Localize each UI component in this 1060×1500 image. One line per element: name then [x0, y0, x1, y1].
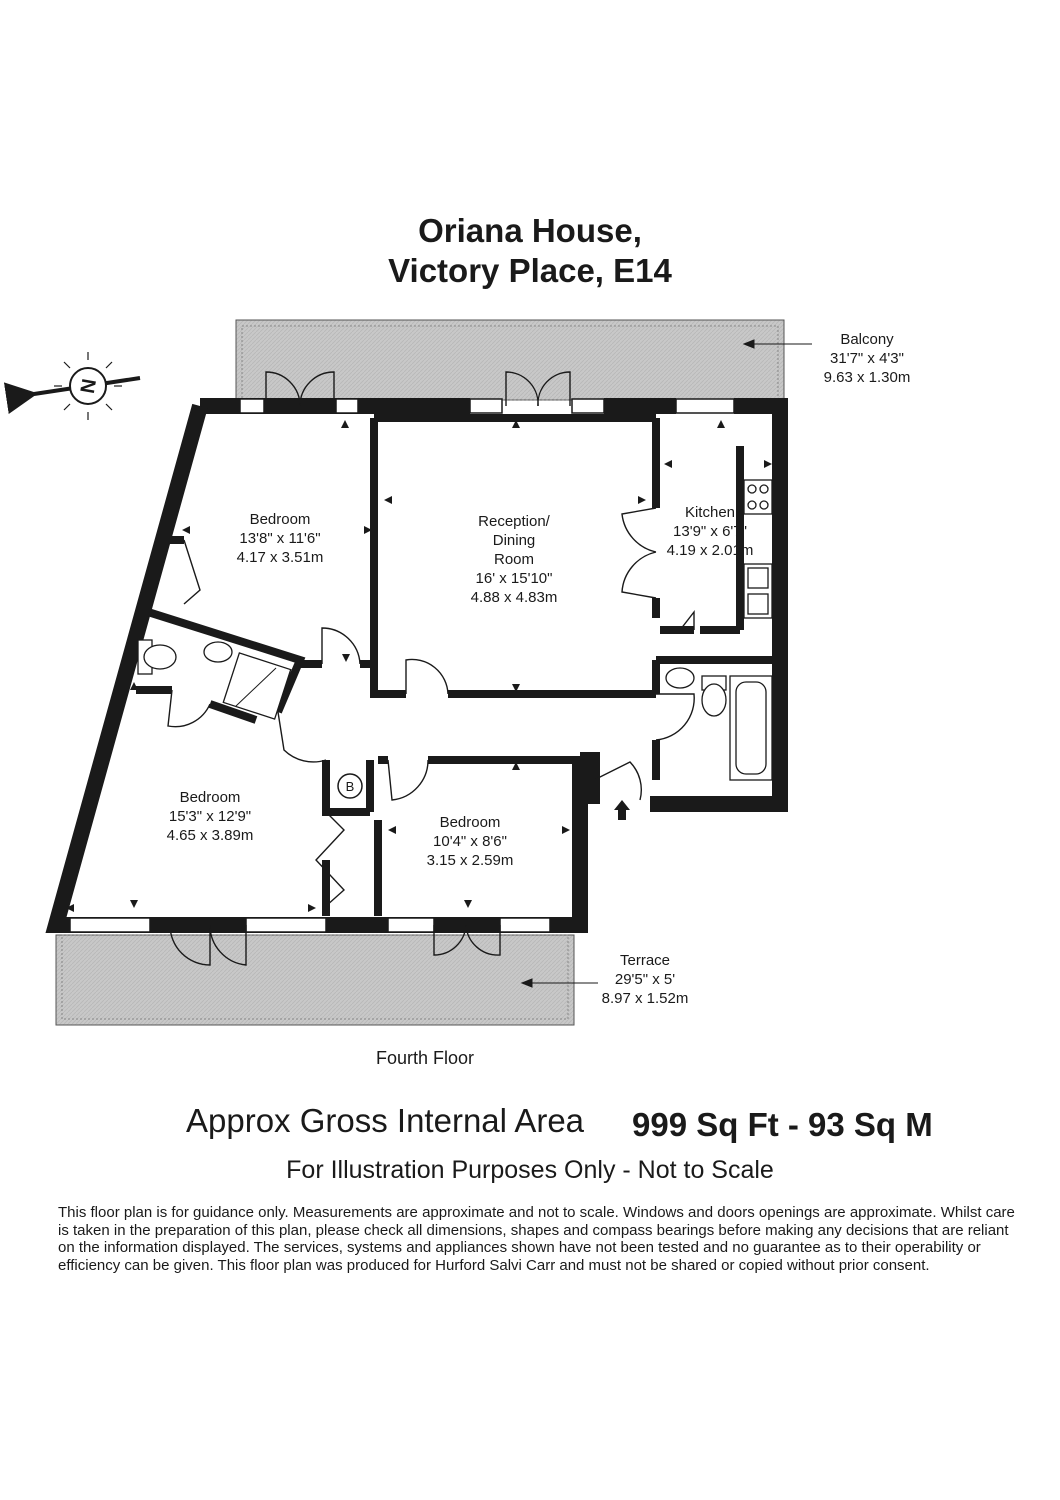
title-line-2: Victory Place, E14 [388, 252, 672, 289]
floor-label: Fourth Floor [375, 1048, 475, 1068]
room-metric: 4.19 x 2.01m [666, 542, 754, 559]
room-bedroom-3 [400, 813, 540, 870]
compass-label: N [76, 377, 102, 396]
terrace-label [590, 951, 700, 1008]
room-imperial: 15'3" x 12'9" [168, 808, 252, 825]
room-imperial: 13'9" x 6'7" [673, 523, 747, 540]
room-metric: 4.17 x 3.51m [236, 549, 324, 566]
terrace [56, 935, 574, 1025]
title-line-1: Oriana House, [418, 212, 642, 249]
room-metric: 4.65 x 3.89m [166, 827, 254, 844]
room-name: Kitchen [684, 504, 736, 521]
terrace-imperial: 29'5" x 5' [614, 971, 676, 988]
room-name: Bedroom [249, 511, 311, 528]
room-name-2: Dining [492, 532, 536, 549]
compass-icon [34, 352, 140, 420]
room-metric: 4.88 x 4.83m [470, 589, 558, 606]
room-imperial: 16' x 15'10" [475, 570, 553, 587]
illustration-note: For Illustration Purposes Only - Not to Scale [286, 1156, 774, 1184]
balcony-metric: 9.63 x 1.30m [823, 369, 911, 386]
terrace-name: Terrace [619, 952, 671, 969]
room-name-1: Reception/ [478, 513, 550, 530]
area-label: Approx Gross Internal Area [186, 1102, 585, 1139]
room-kitchen [650, 503, 770, 560]
balcony-imperial: 31'7" x 4'3" [830, 350, 904, 367]
room-imperial: 10'4" x 8'6" [433, 833, 507, 850]
area-value: 999 Sq Ft - 93 Sq M [632, 1106, 933, 1143]
room-name-3: Room [493, 551, 534, 568]
room-imperial: 13'8" x 11'6" [239, 530, 321, 547]
terrace-metric: 8.97 x 1.52m [601, 990, 689, 1007]
room-name: Bedroom [439, 814, 501, 831]
boiler-label: B [345, 779, 355, 794]
balcony [236, 320, 784, 400]
room-name: Bedroom [179, 789, 241, 806]
entrance-arrow-icon [614, 800, 630, 820]
balcony-name: Balcony [840, 331, 894, 348]
balcony-label [812, 330, 922, 387]
room-reception [444, 512, 584, 607]
room-bedroom-2 [140, 788, 280, 845]
room-bedroom-1 [210, 510, 350, 567]
disclaimer: This floor plan is for guidance only. Measurements are approximate and not to scale. Windows and doors openings are approximate. Whilst care is taken in the preparation of this plan, please check all dimensions, shapes and compass bearings before making any decisions that are reliant on the information displayed. The services, systems and appliances shown have not been tested and no guarantee as to their operability or efficiency can be given. This floor plan was produced for Hurford Salvi Carr and must not be shared or copied without prior consent. [58, 1204, 1015, 1274]
doors [150, 372, 694, 965]
room-metric: 3.15 x 2.59m [426, 852, 514, 869]
